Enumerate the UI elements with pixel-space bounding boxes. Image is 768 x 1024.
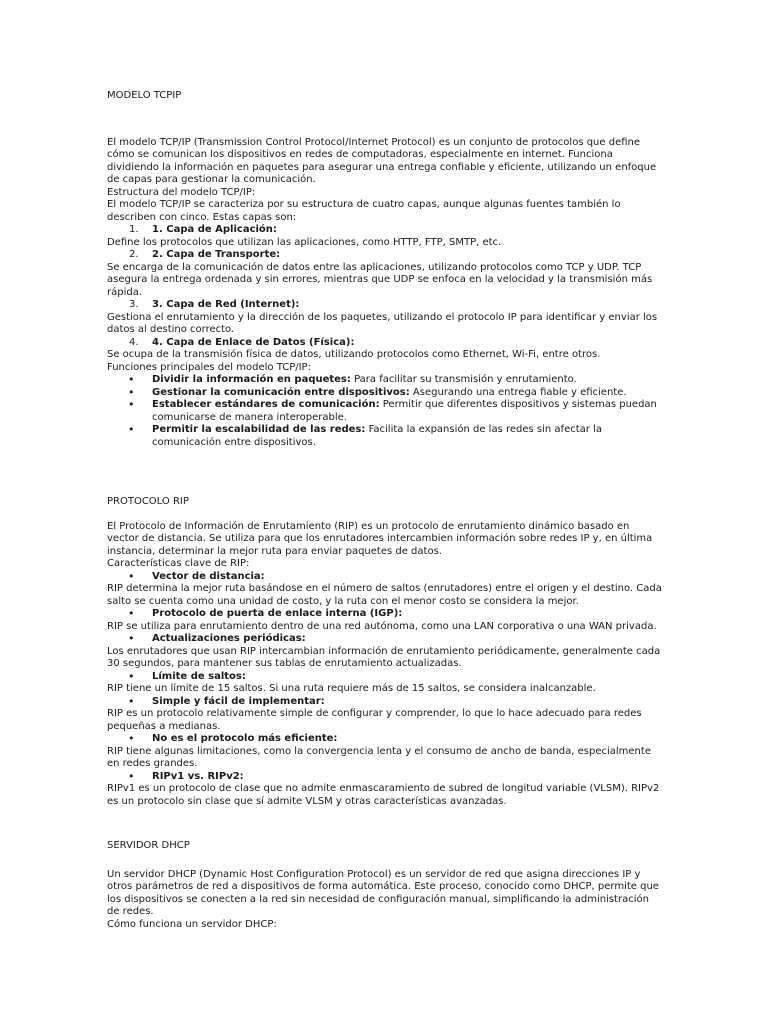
feature-title: Vector de distancia: [152, 570, 265, 582]
dhcp-section-title: SERVIDOR DHCP [107, 840, 190, 851]
layer-title: 4. Capa de Enlace de Datos (Física): [152, 336, 355, 348]
bullet-icon: • [128, 669, 135, 683]
dhcp-how-label: Cómo funciona un servidor DHCP: [107, 918, 277, 930]
feature-description: RIP es un protocolo relativamente simple de configurar y comprender, lo que lo hace adecuado para redes pequeñas a medianas. [107, 708, 642, 732]
list-item [107, 337, 663, 350]
function-text: Facilita la expansión de las redes sin afectar la comunicación entre dispositivos. [152, 424, 602, 448]
tcpip-structure-label: Estructura del modelo TCP/IP: [107, 186, 256, 198]
bullet-icon: • [128, 398, 135, 411]
feature-description: RIP tiene un límite de 15 saltos. Si una ruta requiere más de 15 saltos, se considera inalcanzable. [107, 683, 596, 694]
function-title: Permitir la escalabilidad de las redes: [152, 424, 366, 435]
function-title: Dividir la información en paquetes: [152, 374, 351, 385]
feature-description: RIP tiene algunas limitaciones, como la convergencia lenta y el consumo de ancho de banda, especialmente en redes grandes. [107, 745, 651, 769]
bullet-icon: • [128, 732, 135, 745]
rip-features-label: Características clave de RIP: [107, 558, 250, 569]
spacer [107, 509, 663, 521]
list-item [107, 249, 663, 262]
bullet-icon: • [128, 769, 135, 783]
list-item [107, 387, 663, 400]
function-title: Establecer estándares de comunicación: [152, 399, 380, 410]
feature-description: Los enrutadores que usan RIP intercambian información de enrutamiento periódicamente, generalmente cada 30 segundos, para mantener sus tablas de enrutamiento actualizadas. [107, 645, 661, 669]
feature-title: Protocolo de puerta de enlace interna (IGP): [152, 608, 403, 619]
document-page [107, 90, 663, 931]
list-number: 2. [129, 249, 139, 260]
spacer [107, 853, 663, 869]
tcpip-functions-list [107, 374, 663, 449]
feature-title: RIPv1 vs. RIPv2: [152, 770, 244, 782]
bullet-icon: • [128, 569, 135, 583]
feature-description: RIPv1 es un protocolo de clase que no admite enmascaramiento de subred de longitud variable (VLSM). RIPv2 es un protocolo sin clase que sí admite VLSM y otras características avanzadas. [107, 783, 660, 807]
list-item [107, 299, 663, 312]
bullet-icon: • [128, 373, 135, 386]
bullet-icon: • [128, 694, 135, 708]
bullet-icon: • [128, 423, 135, 436]
list-item [107, 399, 663, 424]
list-item [107, 224, 663, 237]
layer-title: 3. Capa de Red (Internet): [152, 299, 300, 310]
list-item [107, 424, 663, 449]
list-item [107, 608, 663, 621]
spacer [107, 103, 663, 137]
tcpip-functions-label: Funciones principales del modelo TCP/IP: [107, 361, 311, 373]
rip-features-list [107, 571, 663, 809]
function-title: Gestionar la comunicación entre dispositivos: [152, 386, 410, 398]
bullet-icon: • [128, 607, 135, 620]
list-item [107, 696, 663, 709]
list-item [107, 771, 663, 784]
list-number: 3. [129, 299, 139, 310]
layer-description: Se ocupa de la transmisión física de datos, utilizando protocolos como Ethernet, Wi-Fi, entre otros. [107, 349, 601, 360]
list-number: 1. [129, 224, 139, 235]
feature-title: Actualizaciones periódicas: [152, 633, 306, 644]
list-item [107, 733, 663, 746]
tcpip-section-title: MODELO TCPIP [107, 90, 182, 101]
function-text: Asegurando una entrega fiable y eficiente. [409, 386, 627, 398]
list-item [107, 671, 663, 684]
rip-intro-paragraph: El Protocolo de Información de Enrutamiento (RIP) es un protocolo de enrutamiento dinámico basado en vector de distancia. Se utiliza para que los enrutadores intercambien información sobre redes IP y, en última instancia, determinar la mejor ruta para enviar paquetes de datos. [107, 520, 653, 557]
layer-description: Gestiona el enrutamiento y la dirección de los paquetes, utilizando el protocolo IP para identificar y enviar los datos al destino correcto. [107, 311, 658, 335]
feature-description: RIP determina la mejor ruta basándose en el número de saltos (enrutadores) entre el origen y el destino. Cada salto se cuenta como una unidad de costo, y la ruta con el menor costo se considera la mejor. [107, 583, 662, 607]
tcpip-structure-paragraph: El modelo TCP/IP se caracteriza por su estructura de cuatro capas, aunque algunas fuentes también lo describen con cinco. Estas capas son: [107, 199, 621, 223]
rip-section-title: PROTOCOLO RIP [107, 496, 189, 507]
feature-title: Límite de saltos: [152, 670, 246, 682]
spacer [107, 808, 663, 840]
feature-title: No es el protocolo más eficiente: [152, 733, 338, 744]
function-text: Permitir que diferentes dispositivos y sistemas puedan comunicarse de manera interoperable. [152, 399, 657, 423]
list-item [107, 374, 663, 387]
list-item [107, 571, 663, 584]
list-item [107, 633, 663, 646]
tcpip-intro-paragraph: El modelo TCP/IP (Transmission Control Protocol/Internet Protocol) es un conjunto de protocolos que define cómo se comunican los dispositivos en redes de computadoras, especialmente en internet. Funciona dividiendo la información en paquetes para asegurar una entrega confiable y eficiente, utilizando un enfoque de capas para gestionar la comunicación. [107, 136, 657, 185]
layer-description: Se encarga de la comunicación de datos entre las aplicaciones, utilizando protocolos como TCP y UDP. TCP asegura la entrega ordenada y sin errores, mientras que UDP se enfoca en la velocidad y la transmisión más rápida. [107, 261, 653, 298]
feature-description: RIP se utiliza para enrutamiento dentro de una red autónoma, como una LAN corporativa o una WAN privada. [107, 620, 657, 632]
layer-title: 1. Capa de Aplicación: [152, 224, 277, 235]
bullet-icon: • [128, 632, 135, 645]
bullet-icon: • [128, 385, 135, 399]
list-number: 4. [129, 336, 139, 348]
dhcp-intro-paragraph: Un servidor DHCP (Dynamic Host Configuration Protocol) es un servidor de red que asigna direcciones IP y otros parámetros de red a dispositivos de forma automática. Este proceso, conocido como DHCP, permite que los dispositivos se conecten a la red sin necesidad de configuración manual, simplificando la administración de redes. [107, 868, 659, 917]
function-text: Para facilitar su transmisión y enrutamiento. [350, 374, 577, 385]
spacer [107, 449, 663, 496]
layer-description: Define los protocolos que utilizan las aplicaciones, como HTTP, FTP, SMTP, etc. [107, 236, 502, 248]
tcpip-layers-list [107, 224, 663, 362]
layer-title: 2. Capa de Transporte: [152, 249, 281, 260]
feature-title: Simple y fácil de implementar: [152, 695, 325, 707]
